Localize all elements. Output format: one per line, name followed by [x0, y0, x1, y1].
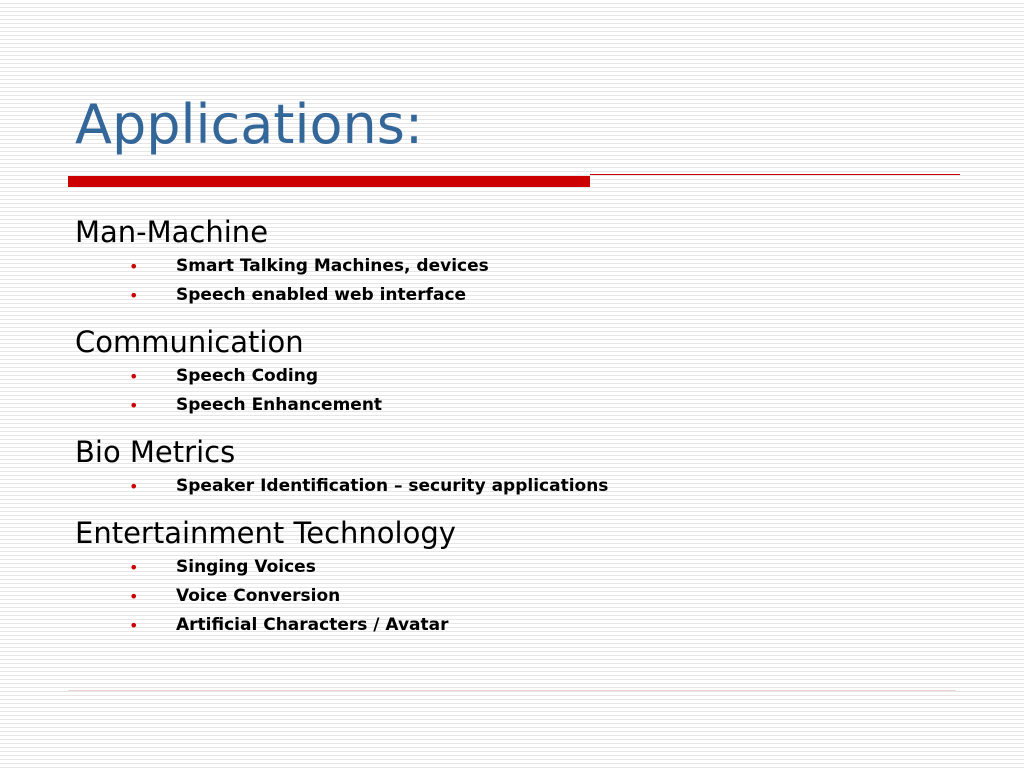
bullet-list	[75, 362, 955, 420]
section-bio-metrics	[75, 432, 955, 501]
bullet-icon: •	[129, 558, 139, 577]
footer-divider	[68, 690, 956, 691]
bullet-icon: •	[129, 286, 139, 305]
list-item-text: Speech Enhancement	[176, 395, 383, 415]
bullet-icon: •	[129, 587, 139, 606]
list-item-text: Voice Conversion	[176, 586, 341, 606]
list-item-text: Smart Talking Machines, devices	[176, 256, 489, 276]
bullet-list	[75, 472, 955, 501]
section-heading: Communication	[75, 325, 304, 359]
list-item	[75, 611, 955, 640]
section-heading: Man-Machine	[75, 215, 269, 249]
bullet-icon: •	[129, 477, 139, 496]
list-item	[75, 362, 955, 391]
list-item	[75, 472, 955, 501]
section-man-machine	[75, 212, 955, 310]
bullet-icon: •	[129, 257, 139, 276]
section-entertainment-technology	[75, 513, 955, 640]
bullet-icon: •	[129, 396, 139, 415]
list-item	[75, 281, 955, 310]
section-communication	[75, 322, 955, 420]
section-heading: Entertainment Technology	[75, 516, 456, 550]
title-underline-thick	[68, 176, 590, 187]
list-item-text: Speech enabled web interface	[176, 285, 467, 305]
list-item	[75, 391, 955, 420]
list-item	[75, 553, 955, 582]
slide-content	[75, 212, 955, 652]
bullet-list	[75, 252, 955, 310]
slide-title: Applications:	[75, 93, 424, 156]
list-item	[75, 582, 955, 611]
list-item-text: Artificial Characters / Avatar	[176, 615, 449, 635]
bullet-icon: •	[129, 616, 139, 635]
list-item	[75, 252, 955, 281]
bullet-icon: •	[129, 367, 139, 386]
bullet-list	[75, 553, 955, 640]
section-heading: Bio Metrics	[75, 435, 236, 469]
list-item-text: Speaker Identification – security applications	[176, 476, 609, 496]
title-underline-thin	[590, 174, 960, 175]
list-item-text: Singing Voices	[176, 557, 316, 577]
list-item-text: Speech Coding	[176, 366, 318, 386]
